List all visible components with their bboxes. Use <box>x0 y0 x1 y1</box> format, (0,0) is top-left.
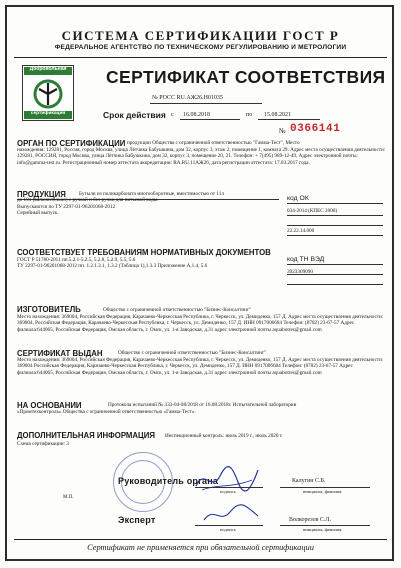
issued-label: СЕРТИФИКАТ ВЫДАН <box>17 349 103 358</box>
head-name: Калугин С.Б. <box>292 478 326 484</box>
validity-to-prefix: по <box>246 112 253 118</box>
okp-line-3 <box>287 225 383 226</box>
okp-value-1: 034-2014 (КПЕС 2008) <box>287 208 338 214</box>
extra-label: ДОПОЛНИТЕЛЬНАЯ ИНФОРМАЦИЯ <box>17 431 155 440</box>
okp-line-1 <box>287 203 383 204</box>
head-name-caption: инициалы, фамилия <box>303 489 342 494</box>
footer-note: Сертификат не применяется при обязательной сертификации <box>87 543 314 552</box>
expert-name-line <box>280 525 370 526</box>
basis-text-rest: «Промтехконтроль» Общества с ограниченной ответственностью «Гамма-Тест». <box>17 409 196 415</box>
head-sign-caption: подпись <box>220 489 236 494</box>
okp-value-3: 22.22.14.000 <box>287 228 315 234</box>
basis-text-first: Протокола испытаний № 333-04-08/2018 от 16.08.2018г. Испытательной лаборатории <box>108 402 297 408</box>
expert-label: Эксперт <box>118 515 156 525</box>
organ-text-first: продукции Общества с ограниченной ответственностью "Гамма-Тест", Место <box>127 140 300 146</box>
okp-label: код ОК <box>287 195 309 202</box>
extra-text-first: Инспекционный контроль: июль 2019 г., июль 2020 г. <box>165 433 283 439</box>
serial-prefix: № <box>279 127 286 135</box>
header-rule <box>14 57 387 58</box>
extra-scheme: Схема сертификации: 3 <box>17 441 69 447</box>
organ-label: ОРГАН ПО СЕРТИФИКАЦИИ <box>17 139 126 148</box>
product-lines <box>17 191 277 217</box>
basis-label: НА ОСНОВАНИИ <box>17 401 82 410</box>
to-underline <box>258 119 320 120</box>
validity-label: Срок действия <box>103 110 166 120</box>
serial-number: 0366141 <box>290 123 341 135</box>
okp-line-4 <box>287 235 383 236</box>
logo-bottom-text: сертификация <box>30 111 66 116</box>
product-line-2: до 19л (включительно) с ручкой и без ручки для питьевой воды. <box>17 197 159 204</box>
requirements-label: СООТВЕТСТВУЕТ ТРЕБОВАНИЯМ НОРМАТИВНЫХ ДОКУМЕНТОВ <box>17 248 271 257</box>
tnved-line-3 <box>287 284 383 285</box>
organ-text-rest: нахождения: 129281, Россия, город Москва, улица Лётчика Бабушкина, дом 32, корпус 3, этаж 2, помещение 1, комната 29. Адрес места осуществления деятельности: 129281, РОССИЯ, город Москва, улица Лётчика Бабушкина, дом 32, корпус 3, помещение 20, 21. Телефон: + 7(495) 989-12-49, Адрес электронной почты: info@gamma-test.ru. Регистрационный номер аттестата аккредитации: RA.RU.11АЖ26, дата регистрации аттестата: 17.03.2017 года. <box>17 147 386 166</box>
system-title: СИСТЕМА СЕРТИФИКАЦИИ ГОСТ Р <box>61 28 340 43</box>
manufacturer-text-rest: Место нахождения: 369004, Российская Федерация, Карачаево-Черкесская Республика, г. Черкесск, ул. Демиденко, 157 Д. Адрес места осуществления деятельности: 369004, Российская Федерация, Карачаево-Черкесская Республика, г. Черкесск, ул. Демиденко, 157 Д. ИНН 0917006684 Телефон: (8782) 23-67-57 Адрес филиала:644065, Российская Федерация, Омская область, г. Омск, ул. 1-я Заводская, д.31 адрес электронной почты aquabotres@gmail.com <box>17 314 384 333</box>
expert-sign-line <box>195 525 263 526</box>
validity-from-prefix: с <box>171 112 174 118</box>
registration-number: № РОСС RU.АЖ26.Н01035 <box>152 95 223 101</box>
head-label: Руководитель органа <box>118 476 219 486</box>
product-line-4: Серийный выпуск. <box>17 210 59 217</box>
logo-top-text: Добровольная <box>29 66 67 72</box>
agency-title: ФЕДЕРАЛЬНОЕ АГЕНТСТВО ПО ТЕХНИЧЕСКОМУ РЕГУЛИРОВАНИЮ И МЕТРОЛОГИИ <box>54 44 347 51</box>
head-sign-line <box>195 487 263 488</box>
footer-rule <box>14 539 387 540</box>
validity-to: 15.08.2021 <box>264 112 291 118</box>
product-line-1: Бутыли из поликарбоната многооборотные, вместимостью от 11л <box>79 191 224 197</box>
from-underline <box>180 119 240 120</box>
expert-name-caption: инициалы, фамилия <box>303 527 342 532</box>
okp-line-2 <box>287 215 383 216</box>
expert-sign-caption: подпись <box>220 527 236 532</box>
manufacturer-label: ИЗГОТОВИТЕЛЬ <box>17 305 81 314</box>
requirements-line-1: ГОСТ Р 51760-2011 пп.5.2.1-5.2.5, 5.2.8, 5.2.9, 5.5, 5.6 <box>17 257 136 263</box>
tnved-label: код ТН ВЭД <box>287 256 325 263</box>
issued-text-first: Общество с ограниченной ответственностью "Бизнес-Консалтинг" <box>118 350 267 356</box>
head-name-line <box>280 487 370 488</box>
product-line-3: Выпускаются по ТУ 2297-01-96201068-2012 <box>17 203 116 210</box>
certificate-title: СЕРТИФИКАТ СООТВЕТСТВИЯ <box>106 67 386 87</box>
product-label: ПРОДУКЦИЯ <box>17 190 66 199</box>
issued-text-rest: Место нахождения: 369004, Российская Федерация, Карачаево-Черкесская Республика, г. Черкесск, ул. Демиденко, 157 Д. Адрес места осуществления деятельности: 369004 Российская Федерация, Карачаево-Черкесская Республика, г. Черкесск, ул. Демиденко, 157 Д. ИНН 0917006684 Телефон: (8782) 23-67-57 Адрес филиала:644065, Российская Федерация, Омская область, г. Омск, ул. 1-я Заводская, д.31 адрес электронной почты aquabotres@gmail.com <box>17 357 384 376</box>
requirements-lines <box>17 257 207 270</box>
validity-from: 16.08.2018 <box>183 112 210 118</box>
manufacturer-text-first: Общество с ограниченной ответственностью "Бизнес-Консалтинг" <box>103 307 252 313</box>
tnved-value: 3923309090 <box>287 269 313 275</box>
reg-underline <box>150 103 262 104</box>
tnved-line-1 <box>287 264 383 265</box>
mp-label: М.П. <box>63 495 74 500</box>
requirements-line-2: ТУ 2297-01-96201068-2012 пп. 1.2.1.3.1, 1.3.2 (Таблица 1),1.3.3 Приложение А,1.4, 5.6 <box>17 263 208 270</box>
rst-logo <box>22 65 74 121</box>
expert-name: Волкорезов С.Л. <box>289 517 332 523</box>
